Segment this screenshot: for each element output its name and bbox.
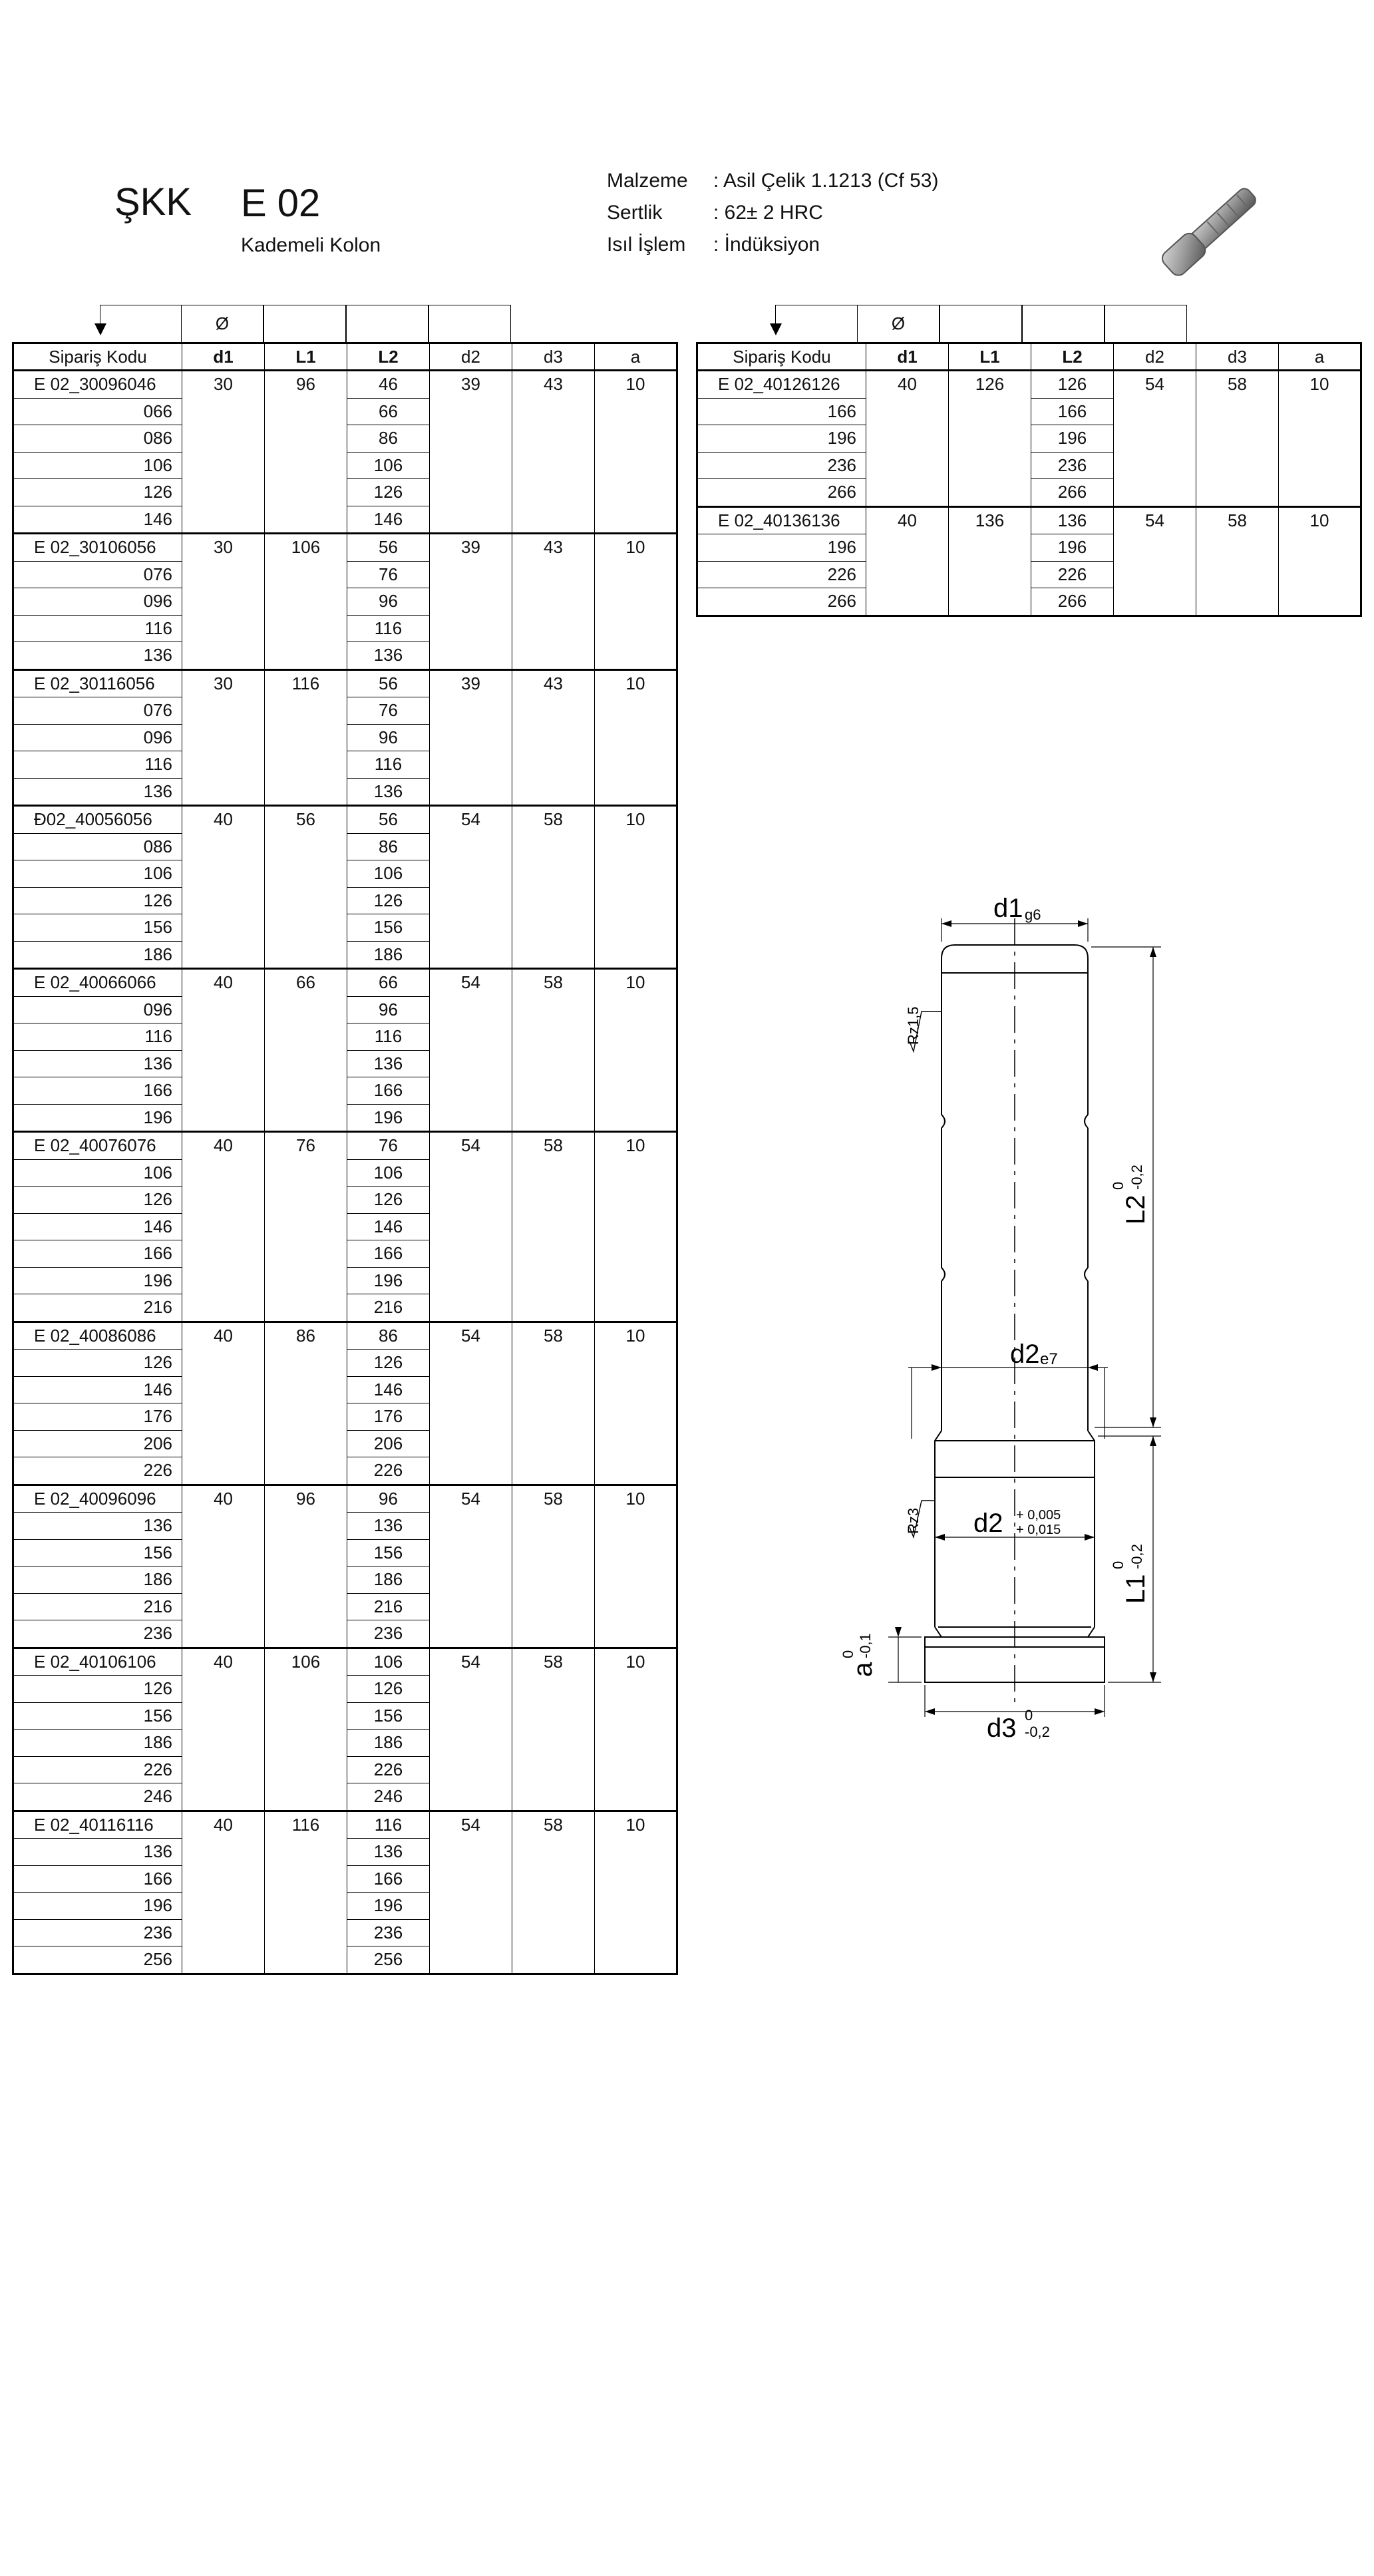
l2-cell: 166 — [1031, 398, 1114, 425]
table-row — [13, 969, 677, 997]
d3-cell: 58 — [512, 806, 595, 969]
arrow-head-icon — [94, 323, 106, 335]
l2-cell: 226 — [1031, 561, 1114, 588]
d1-cell: 40 — [182, 1648, 265, 1811]
l1-tol-bottom: -0,2 — [1128, 1544, 1145, 1569]
a-cell: 10 — [1279, 506, 1361, 616]
heat-treatment-label: Isıl İşlem — [607, 234, 686, 256]
d2-cell: 54 — [430, 1485, 512, 1648]
order-code-cell: Ð02_40056056 — [13, 806, 182, 834]
l2-cell: 196 — [347, 1893, 430, 1920]
l2-cell: 216 — [347, 1593, 430, 1620]
a-tol-top: 0 — [840, 1650, 856, 1658]
l2-cell: 56 — [347, 806, 430, 834]
order-code-cell: 146 — [13, 1376, 182, 1403]
order-code-cell: 076 — [13, 697, 182, 725]
l2-cell: 96 — [347, 996, 430, 1023]
l2-cell: 76 — [347, 697, 430, 725]
l2-cell: 156 — [347, 1539, 430, 1566]
hardness-label: Sertlik — [607, 202, 663, 224]
d1-cell: 30 — [182, 669, 265, 806]
d3-cell: 58 — [1196, 371, 1279, 507]
L1-cell: 76 — [265, 1132, 347, 1322]
l1-tol-top: 0 — [1110, 1561, 1126, 1569]
l2-cell: 186 — [347, 941, 430, 969]
a-cell: 10 — [595, 969, 677, 1132]
l2-cell: 196 — [1031, 425, 1114, 453]
d1-tolerance: g6 — [1025, 906, 1041, 923]
order-code-cell: E 02_40066066 — [13, 969, 182, 997]
d1-cell: 40 — [182, 806, 265, 969]
order-code-cell: 226 — [13, 1457, 182, 1485]
a-cell: 10 — [595, 534, 677, 670]
order-code-cell: 096 — [13, 996, 182, 1023]
l2-cell: 76 — [347, 1132, 430, 1160]
d3-cell: 58 — [512, 1648, 595, 1811]
l2-cell: 86 — [347, 1322, 430, 1350]
order-code-cell: 136 — [13, 1513, 182, 1540]
l2-cell: 116 — [347, 751, 430, 779]
l2-cell: 226 — [347, 1457, 430, 1485]
surface-rz1-label: Rz1,5 — [905, 1006, 922, 1045]
order-code-cell: 216 — [13, 1294, 182, 1322]
d3-cell: 58 — [512, 1322, 595, 1485]
order-code-cell: 136 — [13, 1839, 182, 1866]
spec-table — [696, 342, 1362, 617]
l2-cell: 106 — [347, 860, 430, 888]
order-code-cell: E 02_40076076 — [13, 1132, 182, 1160]
l1-label: L1 — [1121, 1574, 1150, 1604]
l2-cell: 106 — [347, 1648, 430, 1676]
column-header: d2 — [430, 343, 512, 371]
l2-cell: 126 — [347, 1676, 430, 1703]
surface-rz3-label: Rz3 — [905, 1507, 922, 1534]
L1-cell: 106 — [265, 1648, 347, 1811]
l2-cell: 66 — [347, 398, 430, 425]
order-code-cell: 226 — [13, 1756, 182, 1783]
order-code-cell: E 02_40096096 — [13, 1485, 182, 1513]
table-row — [13, 1648, 677, 1676]
order-code-cell: 186 — [13, 1566, 182, 1594]
table-row — [13, 1132, 677, 1160]
order-code-cell: 136 — [13, 1050, 182, 1077]
order-code-cell: 116 — [13, 751, 182, 779]
l2-cell: 166 — [347, 1077, 430, 1105]
order-code-cell: 096 — [13, 724, 182, 751]
l2-cell: 96 — [347, 1485, 430, 1513]
order-code-cell: E 02_40116116 — [13, 1811, 182, 1839]
d2-cell: 54 — [430, 1811, 512, 1974]
l2-cell: 126 — [347, 479, 430, 506]
order-code-cell: 126 — [13, 1187, 182, 1214]
d1-cell: 40 — [182, 1132, 265, 1322]
column-header: a — [595, 343, 677, 371]
spec-table — [12, 342, 678, 1975]
table-row — [697, 506, 1361, 534]
order-code-cell: 186 — [13, 1730, 182, 1757]
d3-cell: 43 — [512, 669, 595, 806]
right-spec-table — [696, 342, 1362, 617]
diameter-symbol: Ø — [181, 305, 263, 342]
l2-cell: 76 — [347, 561, 430, 588]
d2-tol-top: + 0,005 — [1016, 1508, 1061, 1523]
order-code-arrow-right — [775, 305, 857, 324]
l2-cell: 166 — [347, 1865, 430, 1893]
l2-cell: 136 — [1031, 506, 1114, 534]
product-subtitle: Kademeli Kolon — [241, 234, 381, 256]
l2-cell: 116 — [347, 1023, 430, 1051]
l2-cell: 106 — [347, 452, 430, 479]
d3-cell: 43 — [512, 371, 595, 534]
brand-logo-text: ŞKK — [114, 180, 192, 224]
l2-cell: 196 — [347, 1267, 430, 1294]
l2-cell: 266 — [1031, 588, 1114, 616]
order-code-cell: 116 — [13, 615, 182, 642]
d3-cell: 58 — [512, 969, 595, 1132]
l2-tol-top: 0 — [1110, 1181, 1126, 1190]
hardness-value: : 62± 2 HRC — [713, 202, 823, 224]
d1-cell: 40 — [182, 1322, 265, 1485]
order-code-cell: 076 — [13, 561, 182, 588]
order-code-cell: E 02_40106106 — [13, 1648, 182, 1676]
l2-cell: 126 — [1031, 371, 1114, 399]
table-row — [13, 1322, 677, 1350]
order-code-cell: 266 — [697, 588, 866, 616]
l2-cell: 256 — [347, 1946, 430, 1974]
order-code-cell: E 02_30096046 — [13, 371, 182, 399]
a-cell: 10 — [595, 1648, 677, 1811]
diameter-symbol-right: Ø — [857, 305, 940, 342]
d1-label: d1 — [993, 894, 1023, 923]
d3-cell: 43 — [512, 534, 595, 670]
l2-cell: 126 — [347, 887, 430, 914]
column-header: L2 — [347, 343, 430, 371]
l2-cell: 56 — [347, 669, 430, 697]
order-code-cell: 126 — [13, 1676, 182, 1703]
column-header: Sipariş Kodu — [13, 343, 182, 371]
l2-cell: 86 — [347, 425, 430, 453]
l2-cell: 96 — [347, 588, 430, 616]
l2-tol-bottom: -0,2 — [1128, 1165, 1145, 1190]
order-code-cell: 066 — [13, 398, 182, 425]
l2-cell: 96 — [347, 724, 430, 751]
order-code-cell: 176 — [13, 1403, 182, 1431]
diameter-header-boxes-right — [857, 305, 1187, 342]
l2-cell: 126 — [347, 1187, 430, 1214]
order-code-cell: 216 — [13, 1593, 182, 1620]
table-row — [13, 534, 677, 562]
d2-cell: 39 — [430, 534, 512, 670]
order-code-cell: 146 — [13, 506, 182, 534]
table-row — [13, 669, 677, 697]
order-code-cell: 126 — [13, 1350, 182, 1377]
d2-cell: 54 — [430, 969, 512, 1132]
l2-cell: 236 — [1031, 452, 1114, 479]
L1-cell: 116 — [265, 669, 347, 806]
a-cell: 10 — [595, 1485, 677, 1648]
order-code-cell: 126 — [13, 479, 182, 506]
product-code: E 02 — [241, 182, 321, 225]
order-code-cell: 196 — [697, 534, 866, 562]
product-image-icon — [1148, 163, 1281, 296]
order-code-cell: 196 — [697, 425, 866, 453]
d2e7-tolerance: e7 — [1040, 1350, 1058, 1368]
order-code-cell: 106 — [13, 860, 182, 888]
L1-cell: 86 — [265, 1322, 347, 1485]
material-values — [713, 165, 938, 261]
l2-cell: 156 — [347, 914, 430, 942]
l2-cell: 176 — [347, 1403, 430, 1431]
a-cell: 10 — [595, 1132, 677, 1322]
l2-cell: 266 — [1031, 479, 1114, 507]
order-code-cell: 236 — [13, 1620, 182, 1648]
d1-cell: 30 — [182, 534, 265, 670]
column-header: d2 — [1114, 343, 1196, 371]
a-cell: 10 — [595, 1322, 677, 1485]
order-code-cell: 226 — [697, 561, 866, 588]
order-code-cell: 166 — [697, 398, 866, 425]
table-row — [13, 1485, 677, 1513]
order-code-cell: 196 — [13, 1104, 182, 1132]
d1-cell: 40 — [866, 371, 949, 507]
material-label: Malzeme — [607, 170, 688, 192]
table-row — [13, 806, 677, 834]
l2-label: L2 — [1121, 1195, 1150, 1224]
order-code-cell: 106 — [13, 1159, 182, 1187]
a-cell: 10 — [595, 669, 677, 806]
order-code-cell: 116 — [13, 1023, 182, 1051]
L1-cell: 96 — [265, 371, 347, 534]
d3-cell: 58 — [1196, 506, 1279, 616]
order-code-cell: 146 — [13, 1213, 182, 1240]
order-code-cell: 086 — [13, 425, 182, 453]
l2-cell: 56 — [347, 534, 430, 562]
d2-tol-bottom: + 0,015 — [1016, 1523, 1061, 1537]
diameter-header-boxes — [181, 305, 511, 342]
L1-cell: 116 — [265, 1811, 347, 1974]
d3-label: d3 — [987, 1714, 1017, 1743]
column-header: d3 — [512, 343, 595, 371]
d1-cell: 30 — [182, 371, 265, 534]
order-code-cell: 156 — [13, 1702, 182, 1730]
L1-cell: 136 — [949, 506, 1031, 616]
order-code-arrow — [100, 305, 182, 324]
l2-cell: 136 — [347, 778, 430, 806]
l2-cell: 146 — [347, 506, 430, 534]
order-code-cell: E 02_40086086 — [13, 1322, 182, 1350]
order-code-cell: E 02_40126126 — [697, 371, 866, 399]
order-code-cell: 156 — [13, 914, 182, 942]
l2-cell: 156 — [347, 1702, 430, 1730]
l2-cell: 136 — [347, 1513, 430, 1540]
order-code-cell: 186 — [13, 941, 182, 969]
d3-cell: 58 — [512, 1485, 595, 1648]
order-code-cell: 256 — [13, 1946, 182, 1974]
a-cell: 10 — [595, 1811, 677, 1974]
table-row — [13, 371, 677, 399]
l2-cell: 226 — [347, 1756, 430, 1783]
order-code-cell: 266 — [697, 479, 866, 507]
l2-cell: 166 — [347, 1240, 430, 1268]
order-code-cell: 126 — [13, 887, 182, 914]
a-cell: 10 — [1279, 371, 1361, 507]
order-code-cell: 096 — [13, 588, 182, 616]
d2-cell: 39 — [430, 669, 512, 806]
d2-cell: 54 — [430, 806, 512, 969]
l2-cell: 236 — [347, 1620, 430, 1648]
table-row — [697, 371, 1361, 399]
a-cell: 10 — [595, 371, 677, 534]
order-code-cell: 156 — [13, 1539, 182, 1566]
l2-cell: 136 — [347, 1839, 430, 1866]
l2-cell: 246 — [347, 1783, 430, 1811]
l2-cell: 116 — [347, 1811, 430, 1839]
arrow-head-icon — [770, 323, 782, 335]
order-code-cell: 166 — [13, 1077, 182, 1105]
l2-cell: 186 — [347, 1730, 430, 1757]
column-header: L1 — [265, 343, 347, 371]
order-code-cell: 166 — [13, 1865, 182, 1893]
column-header: L1 — [949, 343, 1031, 371]
left-spec-table — [12, 342, 678, 1975]
l2-cell: 146 — [347, 1213, 430, 1240]
d3-cell: 58 — [512, 1132, 595, 1322]
order-code-cell: E 02_30106056 — [13, 534, 182, 562]
technical-drawing — [835, 878, 1181, 1744]
column-header: Sipariş Kodu — [697, 343, 866, 371]
order-code-cell: 136 — [13, 642, 182, 670]
l2-cell: 46 — [347, 371, 430, 399]
d2-cell: 39 — [430, 371, 512, 534]
table-row — [13, 1811, 677, 1839]
order-code-cell: 236 — [13, 1919, 182, 1946]
l2-cell: 216 — [347, 1294, 430, 1322]
L1-cell: 66 — [265, 969, 347, 1132]
a-tol-bottom: -0,1 — [857, 1633, 874, 1658]
l2-cell: 66 — [347, 969, 430, 997]
d2-cell: 54 — [1114, 371, 1196, 507]
order-code-cell: 246 — [13, 1783, 182, 1811]
l2-cell: 196 — [1031, 534, 1114, 562]
order-code-cell: 166 — [13, 1240, 182, 1268]
d1-cell: 40 — [182, 1485, 265, 1648]
l2-cell: 206 — [347, 1430, 430, 1457]
d1-cell: 40 — [182, 1811, 265, 1974]
order-code-cell: 196 — [13, 1267, 182, 1294]
d1-cell: 40 — [182, 969, 265, 1132]
a-cell: 10 — [595, 806, 677, 969]
column-header: a — [1279, 343, 1361, 371]
l2-cell: 146 — [347, 1376, 430, 1403]
column-header: L2 — [1031, 343, 1114, 371]
l2-cell: 186 — [347, 1566, 430, 1594]
order-code-cell: 206 — [13, 1430, 182, 1457]
column-header: d3 — [1196, 343, 1279, 371]
order-code-cell: 136 — [13, 778, 182, 806]
heat-treatment-value: : İndüksiyon — [713, 234, 820, 256]
l2-cell: 126 — [347, 1350, 430, 1377]
L1-cell: 126 — [949, 371, 1031, 507]
column-header: d1 — [866, 343, 949, 371]
L1-cell: 56 — [265, 806, 347, 969]
l2-cell: 196 — [347, 1104, 430, 1132]
l2-cell: 106 — [347, 1159, 430, 1187]
d2-cell: 54 — [1114, 506, 1196, 616]
d2e7-label: d2 — [1010, 1340, 1040, 1369]
order-code-cell: E 02_30116056 — [13, 669, 182, 697]
order-code-cell: 086 — [13, 833, 182, 860]
order-code-cell: 106 — [13, 452, 182, 479]
material-value: : Asil Çelik 1.1213 (Cf 53) — [713, 170, 939, 192]
d3-tol-top: 0 — [1025, 1707, 1033, 1724]
a-label: a — [848, 1662, 878, 1677]
d3-cell: 58 — [512, 1811, 595, 1974]
L1-cell: 106 — [265, 534, 347, 670]
column-header: d1 — [182, 343, 265, 371]
L1-cell: 96 — [265, 1485, 347, 1648]
d2-cell: 54 — [430, 1132, 512, 1322]
material-labels — [607, 165, 688, 261]
order-code-cell: 236 — [697, 452, 866, 479]
l2-cell: 236 — [347, 1919, 430, 1946]
d2-cell: 54 — [430, 1648, 512, 1811]
d1-cell: 40 — [866, 506, 949, 616]
d3-tol-bottom: -0,2 — [1025, 1724, 1050, 1740]
l2-cell: 116 — [347, 615, 430, 642]
l2-cell: 136 — [347, 642, 430, 670]
order-code-cell: 196 — [13, 1893, 182, 1920]
l2-cell: 86 — [347, 833, 430, 860]
d2-cell: 54 — [430, 1322, 512, 1485]
l2-cell: 136 — [347, 1050, 430, 1077]
d2-label: d2 — [973, 1509, 1003, 1538]
order-code-cell: E 02_40136136 — [697, 506, 866, 534]
